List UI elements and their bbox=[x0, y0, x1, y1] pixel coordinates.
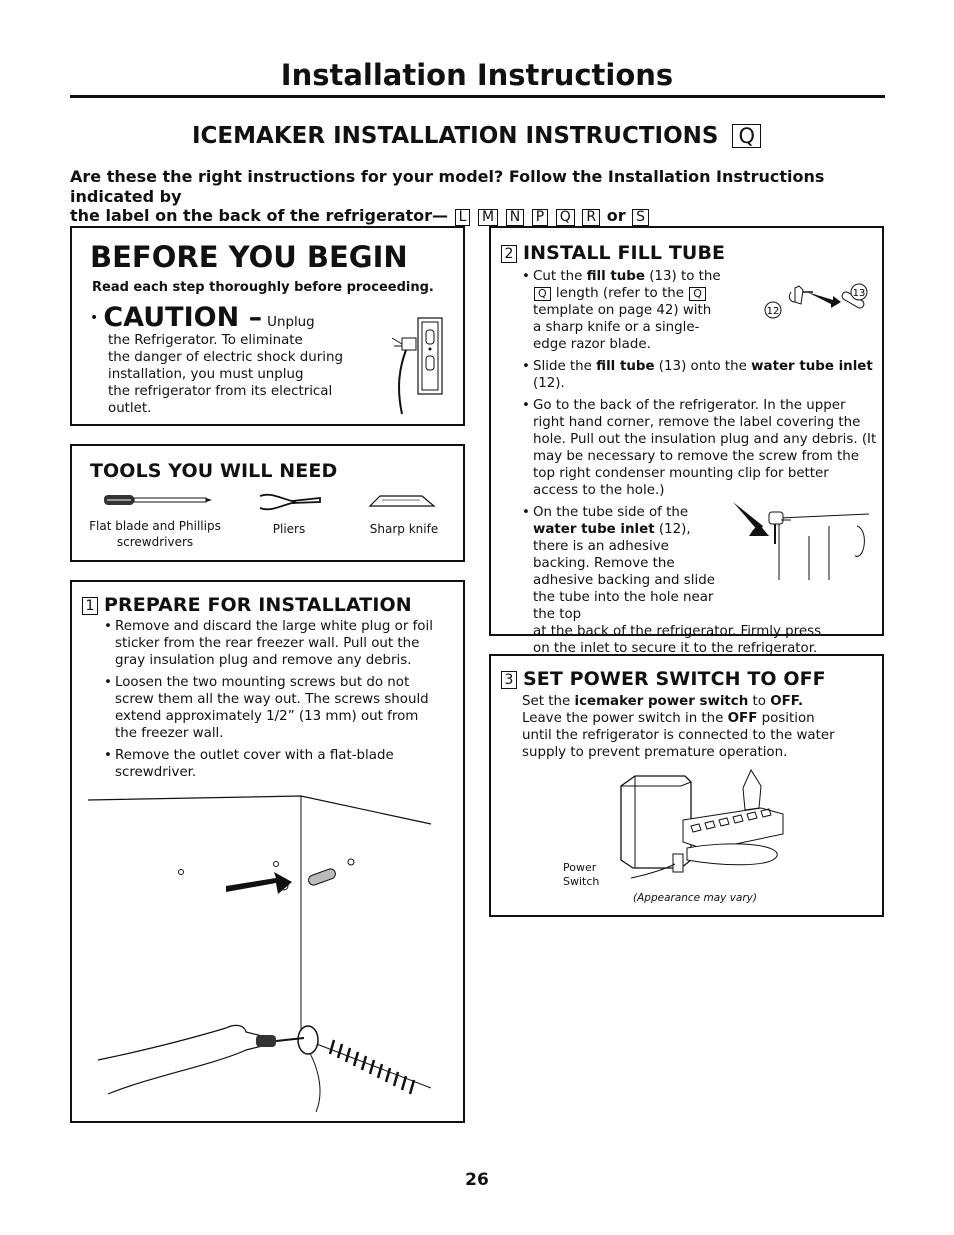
before-title: BEFORE YOU BEGIN bbox=[90, 240, 408, 274]
knife-icon bbox=[368, 490, 438, 510]
step-number: 3 bbox=[501, 671, 517, 689]
model-label: P bbox=[532, 209, 548, 226]
step1-list bbox=[104, 618, 434, 786]
step2-list bbox=[522, 268, 877, 662]
callout-12: 12 bbox=[766, 306, 780, 317]
icemaker-illustration bbox=[611, 768, 791, 893]
list-item: • Remove and discard the large white plug or foil sticker from the rear freezer wall. Pull out the gray insulation plug and remove any debris. bbox=[104, 618, 434, 669]
page-number: 26 bbox=[465, 1170, 489, 1190]
pliers-icon bbox=[258, 490, 322, 514]
header-rule bbox=[70, 95, 885, 98]
read-note: Read each step thoroughly before proceeding. bbox=[92, 280, 434, 295]
section-title: ICEMAKER INSTALLATION INSTRUCTIONS Q bbox=[0, 123, 954, 149]
fill-tube-illustration bbox=[759, 278, 879, 326]
inlet-hole-illustration bbox=[729, 496, 869, 582]
model-label: S bbox=[632, 209, 649, 226]
list-item: • Remove the outlet cover with a flat-blade screwdriver. bbox=[104, 747, 434, 781]
model-label: L bbox=[455, 209, 471, 226]
model-label: N bbox=[506, 209, 524, 226]
step2-box bbox=[489, 226, 884, 656]
list-item: • Cut the fill tube (13) to the Q length (refer to the Q template on page 42) with a sharp knife or a single-edge razor blade. bbox=[522, 268, 721, 353]
tool-label: Flat blade and Phillips screwdrivers bbox=[89, 519, 221, 549]
tools-title: TOOLS YOU WILL NEED bbox=[90, 460, 338, 482]
callout-13: 13 bbox=[852, 288, 866, 299]
page-title: Installation Instructions bbox=[280, 58, 674, 92]
screwdriver-icon bbox=[104, 492, 214, 508]
step1-title: 1 PREPARE FOR INSTALLATION bbox=[82, 594, 412, 616]
outlet-plug-illustration bbox=[382, 316, 452, 416]
model-label: R bbox=[582, 209, 600, 226]
step-number: 2 bbox=[501, 245, 517, 263]
caution-line: • CAUTION – Unplug bbox=[90, 302, 315, 333]
step2-title: 2 INSTALL FILL TUBE bbox=[501, 242, 725, 264]
tools-box bbox=[70, 444, 465, 562]
list-item: • On the tube side of the water tube inlet (12), there is an adhesive backing. Remove the adhesive backing and slide the tube into the hole near the top at the back of the refrigerator. Firmly press on the inlet to secure it to the refrigerator. bbox=[522, 504, 877, 657]
step3-text: Set the icemaker power switch to OFF. Leave the power switch in the OFF position until the refrigerator is connected to the water supply to prevent premature operation. bbox=[522, 694, 835, 760]
caution-text: the Refrigerator. To eliminate the danger of electric shock during installation, you must unplug the refrigerator from its electrical outlet. bbox=[108, 333, 343, 416]
step3-title: 3 SET POWER SWITCH TO OFF bbox=[501, 668, 826, 690]
list-item: • Slide the fill tube (13) onto the water tube inlet (12). bbox=[522, 358, 877, 392]
list-item: • Loosen the two mounting screws but do not screw them all the way out. The screws should extend approximately 1/2” (13 mm) out from the freezer wall. bbox=[104, 674, 434, 742]
model-label-q: Q bbox=[732, 124, 761, 148]
freezer-wall-illustration bbox=[86, 788, 436, 1113]
intro-text: Are these the right instructions for your model? Follow the Installation Instructions indicated by the label on the back of the refrigerator— L M N P Q R or S bbox=[70, 167, 825, 225]
step3-box bbox=[489, 654, 884, 917]
step1-box bbox=[70, 580, 465, 1123]
model-label: M bbox=[478, 209, 498, 226]
list-item: • Go to the back of the refrigerator. In the upper right hand corner, remove the label covering the hole. Pull out the insulation plug and any debris. (It may be necessary to remove the screw from the top right condenser mounting clip for better access to the hole.) bbox=[522, 397, 877, 499]
tool-label: Sharp knife bbox=[369, 522, 439, 536]
appearance-note: (Appearance may vary) bbox=[633, 892, 757, 904]
step-number: 1 bbox=[82, 597, 98, 615]
tool-label: Pliers bbox=[272, 522, 306, 536]
before-you-begin-box bbox=[70, 226, 465, 426]
model-label: Q bbox=[556, 209, 575, 226]
power-switch-label: Power Switch bbox=[563, 861, 600, 888]
